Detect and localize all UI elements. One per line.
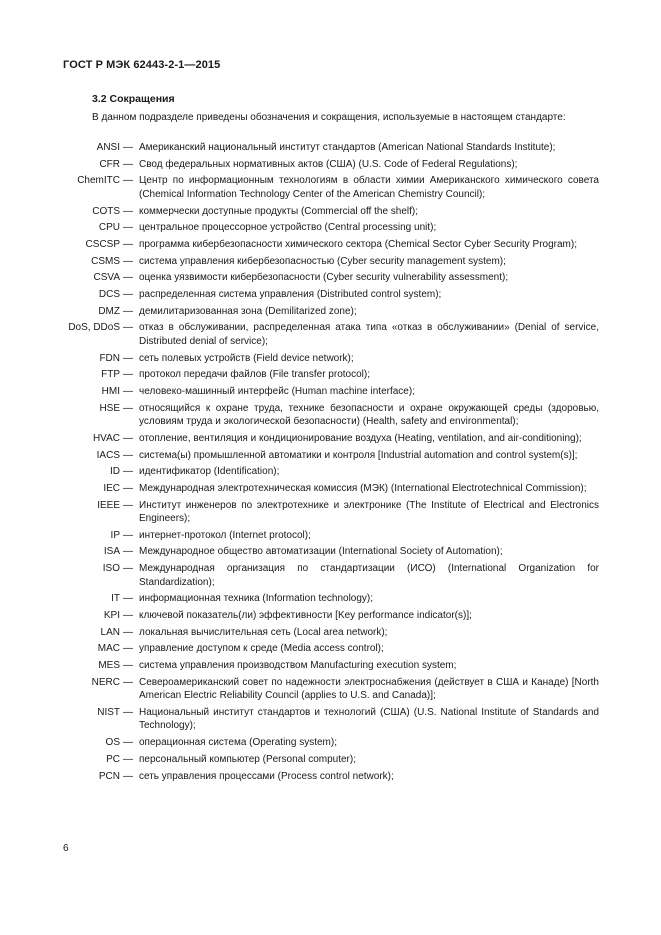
abbreviation-definition: операционная система (Operating system); <box>139 737 337 749</box>
abbreviation-entry <box>0 271 661 288</box>
abbreviation-term: OS <box>105 737 120 749</box>
abbreviation-dash: — <box>123 737 133 749</box>
abbreviation-term: COTS <box>92 205 120 217</box>
abbreviation-entry <box>0 465 661 482</box>
abbreviation-definition: идентификатор (Identification); <box>139 466 280 478</box>
abbreviation-entry <box>0 432 661 449</box>
abbreviation-dash: — <box>123 238 133 250</box>
abbreviation-definition: программа кибербезопасности химического сектора (Chemical Sector Cyber Security Program); <box>139 238 577 250</box>
abbreviation-dash: — <box>123 385 133 397</box>
abbreviation-entry <box>0 352 661 369</box>
abbreviation-term: DMZ <box>98 305 120 317</box>
abbreviation-definition: Международная электротехническая комиссия (МЭК) (International Electrotechnical Commission); <box>139 482 587 494</box>
abbreviation-entry <box>0 205 661 222</box>
abbreviation-entry <box>0 385 661 402</box>
abbreviation-term: MAC <box>97 643 120 655</box>
abbreviation-term: HVAC <box>92 432 120 444</box>
abbreviation-dash: — <box>123 402 133 414</box>
abbreviation-entry <box>0 642 661 659</box>
document-header: ГОСТ Р МЭК 62443-2-1—2015 <box>63 59 221 71</box>
abbreviation-entry <box>0 706 661 736</box>
abbreviation-definition: демилитаризованная зона (Demilitarized zone); <box>139 305 357 317</box>
abbreviation-dash: — <box>123 660 133 672</box>
abbreviation-entry <box>0 753 661 770</box>
abbreviation-dash: — <box>123 305 133 317</box>
abbreviation-definition: оценка уязвимости кибербезопасности (Cyber security vulnerability assessment); <box>139 272 509 284</box>
abbreviation-definition: протокол передачи файлов (File transfer protocol); <box>139 369 370 381</box>
abbreviation-dash: — <box>123 529 133 541</box>
abbreviation-entry <box>0 529 661 546</box>
abbreviation-entry <box>0 402 661 432</box>
abbreviation-dash: — <box>123 499 133 511</box>
abbreviation-dash: — <box>123 706 133 718</box>
abbreviation-definition: локальная вычислительная сеть (Local area network); <box>139 626 388 638</box>
abbreviation-dash: — <box>123 255 133 267</box>
page-number: 6 <box>63 843 69 854</box>
section-intro: В данном подразделе приведены обозначения и сокращения, используемые в настоящем стандарте: <box>92 112 566 123</box>
abbreviation-definition: Международное общество автоматизации (International Society of Automation); <box>139 546 503 558</box>
abbreviation-dash: — <box>123 610 133 621</box>
abbreviation-entry <box>0 545 661 562</box>
abbreviation-term: FTP <box>101 369 120 381</box>
abbreviation-dash: — <box>123 626 133 638</box>
abbreviation-definition: Национальный институт стандартов и технологий (США) (U.S. National Institute of Standards and Technology); <box>139 706 599 732</box>
abbreviation-definition: ключевой показатель(ли) эффективности [Key performance indicator(s)]; <box>139 610 472 621</box>
abbreviation-dash: — <box>123 222 133 234</box>
abbreviation-dash: — <box>123 432 133 444</box>
abbreviation-dash: — <box>123 770 133 782</box>
abbreviation-definition: относящийся к охране труда, технике безопасности и охране окружающей среды (здоровью, условиям труда и экологической безопасности) (Health, safety and environmental); <box>139 402 599 428</box>
abbreviation-definition: отопление, вентиляция и кондиционирование воздуха (Heating, ventilation, and air-conditioning); <box>139 432 582 444</box>
abbreviation-term: NIST <box>97 706 120 718</box>
abbreviation-dash: — <box>123 546 133 558</box>
abbreviation-dash: — <box>123 593 133 605</box>
abbreviation-entry <box>0 288 661 305</box>
abbreviation-term: PCN <box>98 770 120 782</box>
abbreviation-entry <box>0 659 661 676</box>
abbreviation-dash: — <box>123 676 133 688</box>
abbreviation-definition: Международная организация по стандартизации (ИСО) (International Organization for Standardization); <box>139 563 599 588</box>
abbreviation-term: CSMS <box>91 255 120 267</box>
abbreviation-term: CFR <box>99 158 120 170</box>
abbreviation-definition: система управления кибербезопасностью (Cyber security management system); <box>139 255 506 267</box>
abbreviation-term: FDN <box>99 352 120 364</box>
abbreviation-entry <box>0 141 661 158</box>
abbreviation-term: KPI <box>103 610 120 621</box>
abbreviation-entry <box>0 609 661 626</box>
abbreviation-entry <box>0 368 661 385</box>
abbreviation-entry <box>0 626 661 643</box>
abbreviation-term: ChemITC <box>77 175 120 187</box>
section-title: 3.2 Сокращения <box>92 93 175 105</box>
abbreviation-dash: — <box>123 158 133 170</box>
abbreviation-dash: — <box>123 289 133 300</box>
abbreviation-term: IP <box>110 529 120 541</box>
abbreviation-term: LAN <box>100 626 120 638</box>
abbreviation-definition: Североамериканский совет по надежности электроснабжения (действует в США и Канаде) [North American Electric Reliability Council (applies to U.S. and Canada)]; <box>139 676 599 702</box>
abbreviation-definition: система управления производством Manufacturing execution system; <box>139 660 457 672</box>
abbreviation-term: MES <box>98 660 120 672</box>
abbreviation-entry <box>0 449 661 466</box>
abbreviation-term: CSCSP <box>85 238 120 250</box>
abbreviation-dash: — <box>123 753 133 765</box>
abbreviation-term: DoS, DDoS <box>68 322 120 334</box>
abbreviation-entry <box>0 221 661 238</box>
abbreviation-dash: — <box>123 175 133 187</box>
abbreviation-dash: — <box>123 272 133 284</box>
abbreviation-dash: — <box>123 352 133 364</box>
abbreviation-term: IT <box>111 593 120 605</box>
abbreviation-dash: — <box>123 369 133 381</box>
abbreviation-dash: — <box>123 643 133 655</box>
abbreviation-dash: — <box>123 322 133 334</box>
abbreviation-definition: отказ в обслуживании, распределенная атака типа «отказ в обслуживании» (Denial of service, Distributed denial of service); <box>139 322 599 347</box>
abbreviation-entry <box>0 238 661 255</box>
abbreviation-entry <box>0 499 661 529</box>
abbreviation-definition: персональный компьютер (Personal computer); <box>139 753 356 765</box>
abbreviation-term: PC <box>106 753 120 765</box>
abbreviation-term: ISA <box>103 546 120 558</box>
abbreviation-dash: — <box>123 449 133 461</box>
abbreviation-definition: распределенная система управления (Distributed control system); <box>139 289 442 300</box>
abbreviation-definition: система(ы) промышленной автоматики и контроля [Industrial automation and control system(s)]; <box>139 449 578 461</box>
abbreviation-term: IEC <box>103 482 120 494</box>
abbreviation-term: HMI <box>101 385 120 397</box>
abbreviation-entry <box>0 158 661 175</box>
abbreviation-definition: интернет-протокол (Internet protocol); <box>139 529 311 541</box>
abbreviation-entry <box>0 592 661 609</box>
abbreviation-definition: центральное процессорное устройство (Central processing unit); <box>139 222 437 234</box>
abbreviation-definition: сеть полевых устройств (Field device network); <box>139 352 354 364</box>
abbreviation-definition: управление доступом к среде (Media access control); <box>139 643 384 655</box>
abbreviation-entry <box>0 736 661 753</box>
abbreviation-term: ANSI <box>96 142 120 153</box>
abbreviation-term: NERC <box>91 676 120 688</box>
abbreviation-term: IACS <box>96 449 120 461</box>
abbreviation-entry <box>0 174 661 204</box>
abbreviation-entry <box>0 482 661 499</box>
abbreviation-entry <box>0 676 661 706</box>
abbreviation-entry <box>0 770 661 787</box>
abbreviation-definition: Центр по информационным технологиям в области химии Американского химического совета (Chemical Information Technology Center of the American Chemistry Council); <box>139 175 599 200</box>
abbreviation-term: ID <box>110 466 120 478</box>
abbreviation-term: CSVA <box>93 272 120 284</box>
abbreviation-definition: информационная техника (Information technology); <box>139 593 374 605</box>
abbreviation-entry <box>0 255 661 272</box>
abbreviation-definition: коммерчески доступные продукты (Commercial off the shelf); <box>139 205 419 217</box>
abbreviation-term: CPU <box>98 222 120 234</box>
abbreviation-list <box>0 141 661 786</box>
abbreviation-definition: сеть управления процессами (Process control network); <box>139 770 394 782</box>
abbreviation-entry <box>0 305 661 322</box>
abbreviation-dash: — <box>123 142 133 153</box>
abbreviation-definition: Свод федеральных нормативных актов (США) (U.S. Code of Federal Regulations); <box>139 158 518 170</box>
abbreviation-entry <box>0 321 661 351</box>
abbreviation-term: HSE <box>99 402 120 414</box>
abbreviation-dash: — <box>123 466 133 478</box>
abbreviation-definition: Американский национальный институт стандартов (American National Standards Institute); <box>139 142 556 153</box>
abbreviation-definition: Институт инженеров по электротехнике и электронике (The Institute of Electrical and Electronics Engineers); <box>139 499 599 525</box>
abbreviation-entry <box>0 562 661 592</box>
abbreviation-dash: — <box>123 205 133 217</box>
abbreviation-term: ISO <box>102 563 120 575</box>
abbreviation-term: DCS <box>98 289 120 300</box>
abbreviation-dash: — <box>123 563 133 575</box>
abbreviation-definition: человеко-машинный интерфейс (Human machine interface); <box>139 385 415 397</box>
abbreviation-term: IEEE <box>97 499 120 511</box>
abbreviation-dash: — <box>123 482 133 494</box>
